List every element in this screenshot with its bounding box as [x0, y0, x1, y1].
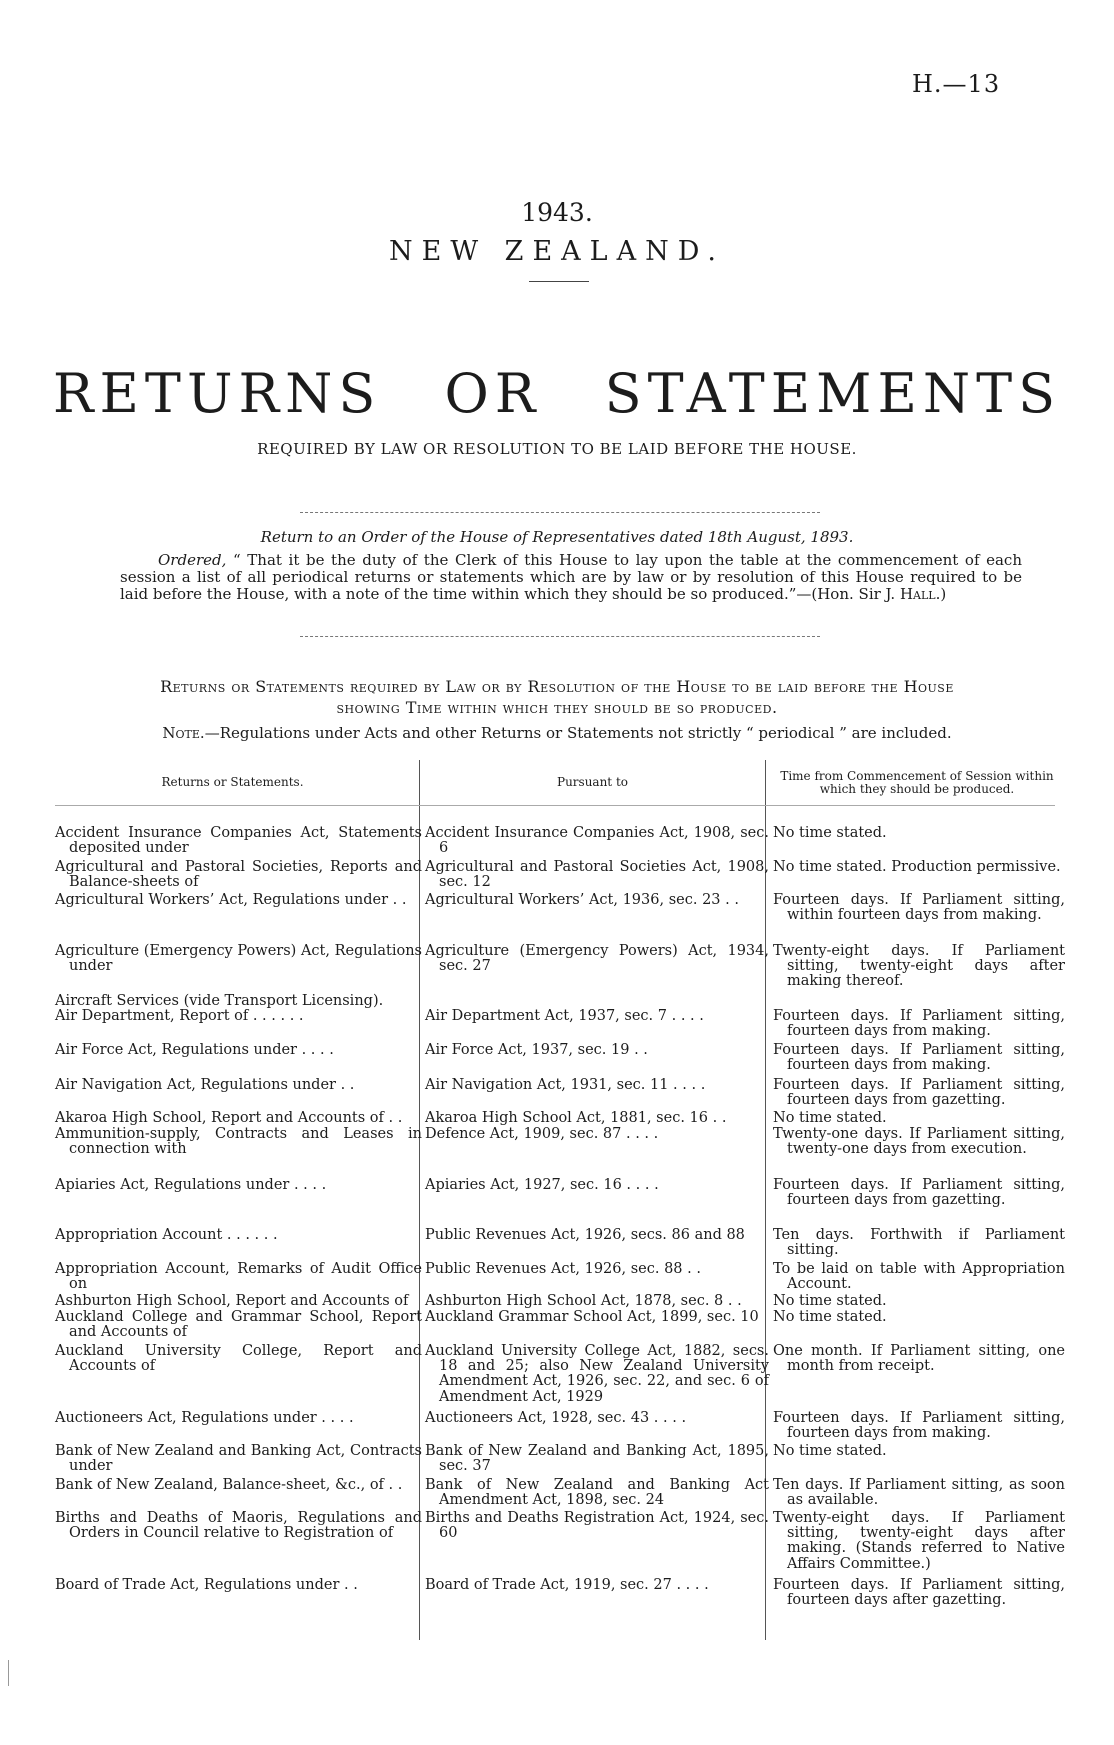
- return-cell: Auckland College and Grammar School, Report and Accounts of: [55, 1309, 422, 1341]
- return-cell: Appropriation Account, Remarks of Audit Office on: [55, 1261, 422, 1293]
- return-cell: Appropriation Account . . . . . .: [55, 1227, 278, 1243]
- time-cell: Ten days. Forthwith if Parliament sitting.: [773, 1227, 1065, 1259]
- return-cell: Auctioneers Act, Regulations under . . . .: [55, 1410, 354, 1426]
- pursuant-cell: Agricultural Workers’ Act, 1936, sec. 23 . .: [425, 892, 739, 908]
- dashed-divider-bottom: [300, 636, 820, 637]
- return-cell: Births and Deaths of Maoris, Regulations and Orders in Council relative to Registration of: [55, 1510, 422, 1542]
- pursuant-cell: Akaroa High School Act, 1881, sec. 16 . .: [425, 1110, 727, 1126]
- time-cell: No time stated.: [773, 825, 887, 841]
- time-cell: No time stated.: [773, 1293, 887, 1309]
- return-cell: Board of Trade Act, Regulations under . .: [55, 1577, 358, 1593]
- return-cell: Ammunition-supply, Contracts and Leases in connection with: [55, 1126, 422, 1158]
- pursuant-cell: Public Revenues Act, 1926, secs. 86 and 88: [425, 1227, 745, 1243]
- list-title: [0, 676, 1114, 718]
- return-cell: Akaroa High School, Report and Accounts of . .: [55, 1110, 403, 1126]
- main-title: RETURNS OR STATEMENTS: [52, 362, 1062, 425]
- return-cell: Air Force Act, Regulations under . . . .: [55, 1042, 334, 1058]
- dashed-divider-top: [300, 512, 820, 513]
- order-paragraph: [120, 552, 1022, 603]
- pursuant-cell: Defence Act, 1909, sec. 87 . . . .: [425, 1126, 659, 1142]
- pursuant-cell: Bank of New Zealand and Banking Act, 1895, sec. 37: [425, 1443, 769, 1475]
- column-header-pursuant: Pursuant to: [557, 775, 628, 789]
- column-header-time: Time from Commencement of Session within which they should be produced.: [780, 769, 1054, 796]
- country-heading: NEW ZEALAND.: [389, 236, 725, 267]
- time-cell: Twenty-eight days. If Parliament sitting, twenty-eight days after making. (Stands referred to Native Affairs Committee.): [773, 1510, 1065, 1572]
- time-cell: Fourteen days. If Parliament sitting, fourteen days from making.: [773, 1410, 1065, 1442]
- pursuant-cell: Auckland Grammar School Act, 1899, sec. 10: [425, 1309, 759, 1325]
- pursuant-cell: Apiaries Act, 1927, sec. 16 . . . .: [425, 1177, 659, 1193]
- pursuant-cell: Bank of New Zealand and Banking Act Amendment Act, 1898, sec. 24: [425, 1477, 769, 1509]
- list-title-line-1: Returns or Statements required by Law or by Resolution of the House to be laid before the House: [160, 677, 954, 696]
- time-cell: Fourteen days. If Parliament sitting, fourteen days from making.: [773, 1008, 1065, 1040]
- time-cell: No time stated.: [773, 1309, 887, 1325]
- time-cell: One month. If Parliament sitting, one month from receipt.: [773, 1343, 1065, 1375]
- report-year: 1943.: [521, 198, 593, 227]
- time-cell: No time stated.: [773, 1443, 887, 1459]
- note-label: Note.: [162, 724, 205, 742]
- time-cell: Ten days. If Parliament sitting, as soon as available.: [773, 1477, 1065, 1509]
- pursuant-cell: Air Department Act, 1937, sec. 7 . . . .: [425, 1008, 704, 1024]
- time-cell: No time stated.: [773, 1110, 887, 1126]
- pursuant-cell: Auctioneers Act, 1928, sec. 43 . . . .: [425, 1410, 687, 1426]
- column-rule-1: [419, 760, 420, 1640]
- pursuant-cell: Agriculture (Emergency Powers) Act, 1934, sec. 27: [425, 943, 769, 975]
- return-cell: Auckland University College, Report and Accounts of: [55, 1343, 422, 1375]
- subtitle: REQUIRED BY LAW OR RESOLUTION TO BE LAID BEFORE THE HOUSE.: [257, 440, 857, 458]
- pursuant-cell: Board of Trade Act, 1919, sec. 27 . . . .: [425, 1577, 709, 1593]
- time-cell: Fourteen days. If Parliament sitting, fourteen days after gazetting.: [773, 1577, 1065, 1609]
- note-text: —Regulations under Acts and other Returns or Statements not strictly “ periodical ” are included.: [204, 724, 952, 742]
- time-cell: Fourteen days. If Parliament sitting, fourteen days from gazetting.: [773, 1077, 1065, 1109]
- time-cell: To be laid on table with Appropriation Account.: [773, 1261, 1065, 1293]
- order-label: Ordered,: [158, 551, 227, 569]
- time-cell: Fourteen days. If Parliament sitting, fourteen days from gazetting.: [773, 1177, 1065, 1209]
- time-cell: Fourteen days. If Parliament sitting, within fourteen days from making.: [773, 892, 1065, 924]
- pursuant-cell: Auckland University College Act, 1882, secs. 18 and 25; also New Zealand University Amendment Act, 1926, sec. 22, and sec. 6 of Amendment Act, 1929: [425, 1343, 769, 1405]
- pursuant-cell: Air Navigation Act, 1931, sec. 11 . . . .: [425, 1077, 706, 1093]
- order-text: “ That it be the duty of the Clerk of this House to lay upon the table at the commencement of each session a list of all periodical returns or statements which are by law or by resolution of this House required to be laid before the House, with a note of the time within which they should be so produced.”—(Hon. Sir J.: [120, 551, 1022, 603]
- pursuant-cell: Ashburton High School Act, 1878, sec. 8 . .: [425, 1293, 742, 1309]
- column-header-returns: Returns or Statements.: [161, 775, 304, 789]
- time-cell: Fourteen days. If Parliament sitting, fourteen days from making.: [773, 1042, 1065, 1074]
- list-title-line-2: showing Time within which they should be so produced.: [336, 698, 778, 717]
- return-cell: Agriculture (Emergency Powers) Act, Regulations under: [55, 943, 422, 975]
- pursuant-cell: Births and Deaths Registration Act, 1924, sec. 60: [425, 1510, 769, 1542]
- pursuant-cell: Agricultural and Pastoral Societies Act, 1908, sec. 12: [425, 859, 769, 891]
- title-divider: [529, 281, 589, 282]
- scan-edge-mark: [8, 1660, 9, 1686]
- order-name: Hall.): [899, 585, 947, 603]
- return-cell: Air Department, Report of . . . . . .: [55, 1008, 304, 1024]
- return-cell: Agricultural Workers’ Act, Regulations under . .: [55, 892, 407, 908]
- return-cell: Agricultural and Pastoral Societies, Reports and Balance-sheets of: [55, 859, 422, 891]
- return-cell: Accident Insurance Companies Act, Statements deposited under: [55, 825, 422, 857]
- pursuant-cell: Air Force Act, 1937, sec. 19 . .: [425, 1042, 648, 1058]
- order-heading: Return to an Order of the House of Representatives dated 18th August, 1893.: [260, 528, 854, 546]
- return-cell: Bank of New Zealand, Balance-sheet, &c., of . .: [55, 1477, 403, 1493]
- time-cell: No time stated. Production permissive.: [773, 859, 1061, 875]
- page-number: H.—13: [912, 70, 1001, 98]
- time-cell: Twenty-one days. If Parliament sitting, twenty-one days from execution.: [773, 1126, 1065, 1158]
- return-cell: Apiaries Act, Regulations under . . . .: [55, 1177, 327, 1193]
- pursuant-cell: Accident Insurance Companies Act, 1908, sec. 6: [425, 825, 769, 857]
- pursuant-cell: Public Revenues Act, 1926, sec. 88 . .: [425, 1261, 701, 1277]
- note: [0, 724, 1114, 742]
- return-cell: Air Navigation Act, Regulations under . .: [55, 1077, 355, 1093]
- header-rule: [55, 805, 1055, 806]
- return-cell: Ashburton High School, Report and Accounts of: [55, 1293, 409, 1309]
- return-cell: Aircraft Services (vide Transport Licensing).: [55, 993, 384, 1009]
- time-cell: Twenty-eight days. If Parliament sitting, twenty-eight days after making thereof.: [773, 943, 1065, 990]
- return-cell: Bank of New Zealand and Banking Act, Contracts under: [55, 1443, 422, 1475]
